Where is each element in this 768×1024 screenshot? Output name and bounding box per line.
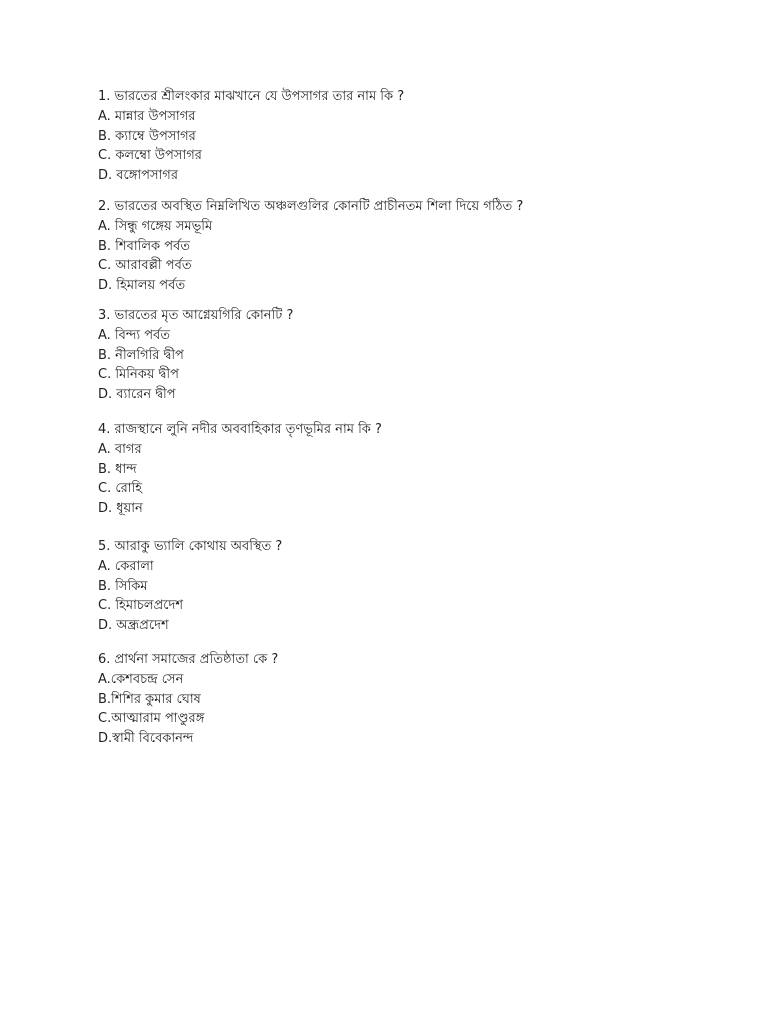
option-c: C.আত্মারাম পাণ্ডুরঙ্গ	[98, 711, 205, 726]
option-a: A. মান্নার উপসাগর	[98, 109, 196, 124]
option-b: B.শিশির কুমার ঘোষ	[98, 691, 201, 707]
option-b: B. নীলগিরি দ্বীপ	[98, 347, 184, 363]
option-a: A. বাগর	[98, 442, 142, 457]
question-text: 1. ভারতের শ্রীলংকার মাঝখানে যে উপসাগর তার নাম কি ?	[98, 89, 405, 104]
option-d: D.স্বামী বিবেকানন্দ	[98, 730, 194, 746]
question-text: 2. ভারতের অবস্থিত নিম্নলিখিত অঞ্চলগুলির কোনটি প্রাচীনতম শিলা দিয়ে গঠিত ?	[98, 199, 524, 214]
option-c: C. রোহি	[98, 481, 143, 496]
option-b: B. ক্যাম্বে উপসাগর	[98, 128, 196, 144]
question-block-4	[98, 420, 658, 518]
question-text: 3. ভারতের মৃত আগ্নেয়গিরি কোনটি ?	[98, 308, 294, 323]
option-a: A.কেশবচন্দ্র সেন	[98, 672, 184, 687]
option-a: A. সিন্ধু গঙ্গেয় সমভূমি	[98, 219, 213, 234]
option-d: D. হিমালয় পর্বত	[98, 277, 186, 293]
option-d: D. ধূয়ান	[98, 500, 143, 516]
option-c: C. হিমাচলপ্রদেশ	[98, 598, 184, 613]
question-block-6	[98, 650, 658, 748]
question-block-3	[98, 306, 658, 404]
option-b: B. ধান্দ	[98, 461, 137, 477]
question-text: 4. রাজস্থানে লুনি নদীর অববাহিকার তৃণভূমির নাম কি ?	[98, 422, 382, 437]
question-text: 5. আরাকু ভ্যালি কোথায় অবস্থিত ?	[98, 539, 283, 554]
question-text: 6. প্রার্থনা সমাজের প্রতিষ্ঠাতা কে ?	[98, 652, 279, 667]
quiz-list	[98, 87, 658, 760]
option-c: C. আরাবল্লী পর্বত	[98, 258, 192, 273]
option-a: A. কেরালা	[98, 559, 154, 574]
question-block-1	[98, 87, 658, 185]
option-b: B. সিকিম	[98, 578, 148, 594]
option-d: D. বঙ্গোপসাগর	[98, 167, 178, 183]
option-b: B. শিবালিক পর্বত	[98, 238, 191, 254]
option-c: C. মিনিকয় দ্বীপ	[98, 367, 179, 382]
option-c: C. কলম্বো উপসাগর	[98, 148, 202, 163]
question-block-5	[98, 537, 658, 635]
option-d: D. ব্যারেন দ্বীপ	[98, 386, 176, 402]
question-block-2	[98, 197, 658, 295]
option-d: D. অন্ধ্রপ্রদেশ	[98, 617, 169, 633]
option-a: A. বিন্দ্য পর্বত	[98, 328, 171, 343]
